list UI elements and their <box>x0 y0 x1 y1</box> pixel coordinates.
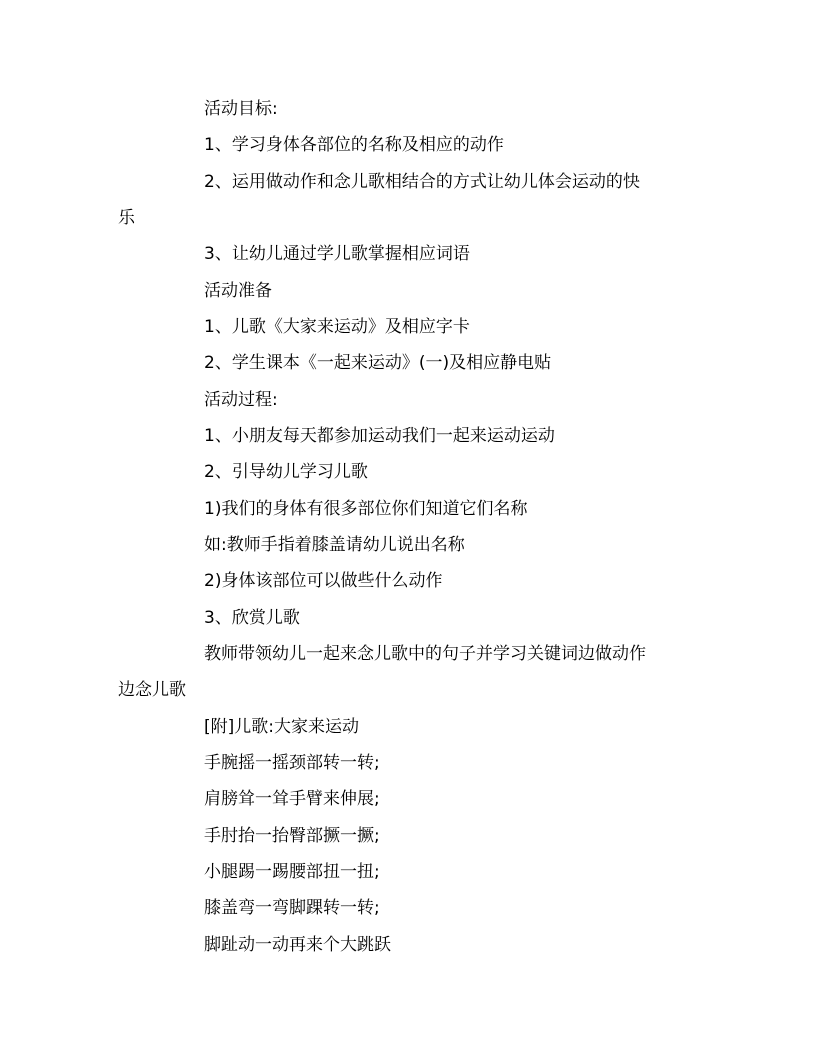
process-substep-2: 2)身体该部位可以做些什么动作 <box>204 571 443 591</box>
goal-item-3: 3、让幼儿通过学儿歌掌握相应词语 <box>204 244 470 264</box>
process-substep-1: 1)我们的身体有很多部位你们知道它们名称 <box>204 499 528 519</box>
song-line-5: 膝盖弯一弯脚踝转一转; <box>204 898 380 918</box>
preparation-item-1: 1、儿歌《大家来运动》及相应字卡 <box>204 317 470 337</box>
goal-item-2: 2、运用做动作和念儿歌相结合的方式让幼儿体会运动的快 <box>204 172 640 192</box>
goal-item-2-continuation: 乐 <box>118 208 135 228</box>
process-step-2: 2、引导幼儿学习儿歌 <box>204 462 368 482</box>
section-heading-goals: 活动目标: <box>204 99 278 119</box>
section-heading-process: 活动过程: <box>204 390 278 410</box>
process-step-3-continuation: 边念儿歌 <box>118 680 186 700</box>
song-title: [附]儿歌:大家来运动 <box>204 717 359 737</box>
song-line-6: 脚趾动一动再来个大跳跃 <box>204 935 391 955</box>
process-step-3: 3、欣赏儿歌 <box>204 608 300 628</box>
song-line-2: 肩膀耸一耸手臂来伸展; <box>204 789 380 809</box>
song-line-1: 手腕摇一摇颈部转一转; <box>204 753 380 773</box>
process-step-3-text: 教师带领幼儿一起来念儿歌中的句子并学习关键词边做动作 <box>204 644 646 664</box>
section-heading-preparation: 活动准备 <box>204 281 272 301</box>
process-example: 如:教师手指着膝盖请幼儿说出名称 <box>204 535 465 555</box>
song-line-4: 小腿踢一踢腰部扭一扭; <box>204 862 380 882</box>
preparation-item-2: 2、学生课本《一起来运动》(一)及相应静电贴 <box>204 353 552 373</box>
song-line-3: 手肘抬一抬臀部撅一撅; <box>204 826 380 846</box>
process-step-1: 1、小朋友每天都参加运动我们一起来运动运动 <box>204 426 555 446</box>
goal-item-1: 1、学习身体各部位的名称及相应的动作 <box>204 135 504 155</box>
